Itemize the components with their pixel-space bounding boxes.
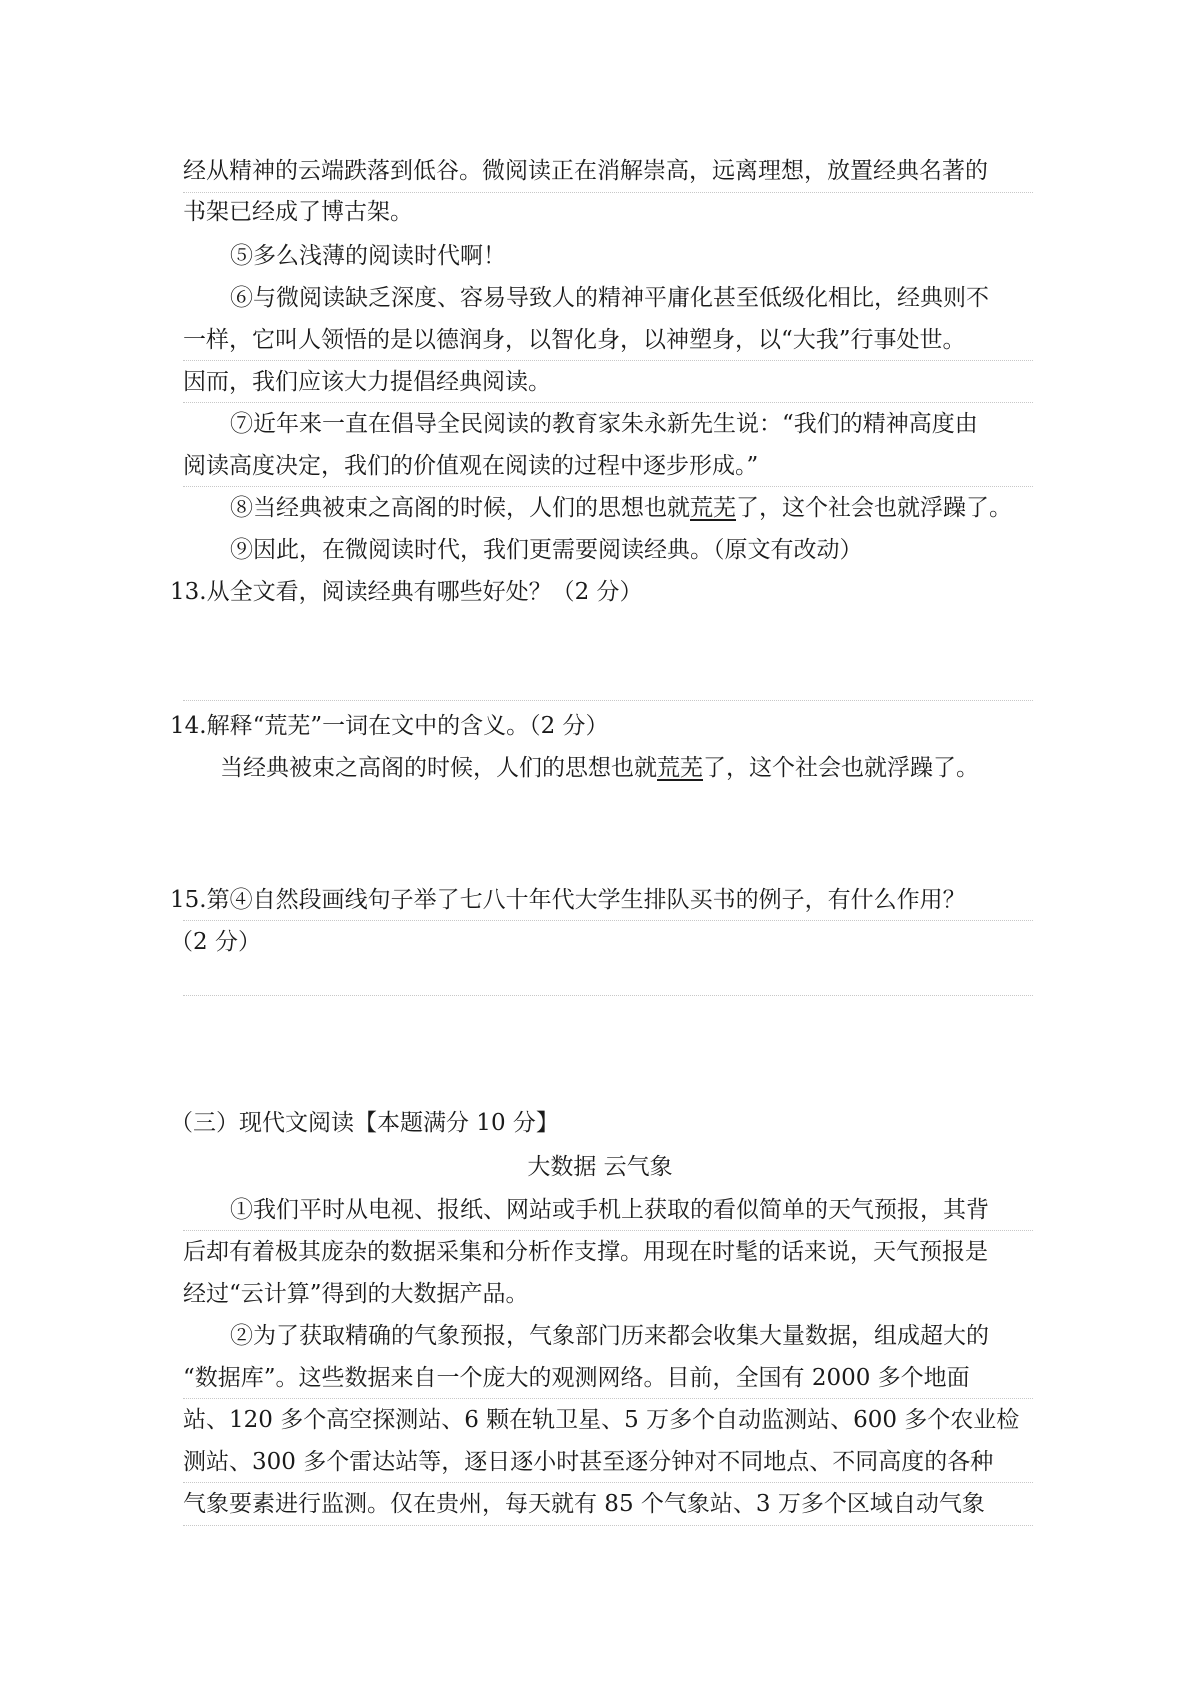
passage-line: ⑤多么浅薄的阅读时代啊！ [230,243,506,269]
passage-line-with-keyword [230,488,1033,528]
question-15: 15.第④自然段画线句子举了七八十年代大学生排队买书的例子，有什么作用？ [170,887,966,913]
passage-line: 一样，它叫人领悟的是以德润身，以智化身，以神塑身，以“大我”行事处世。 [183,327,966,353]
dotted-rule [183,1398,1033,1399]
article-line: 后却有着极其庞杂的数据采集和分析作支撑。用现在时髦的话来说，天气预报是 [183,1239,988,1265]
text-before-keyword: ⑧当经典被束之高阁的时候，人们的思想也就 [230,495,690,521]
article-line: 站、120 多个高空探测站、6 颗在轨卫星、5 万多个自动监测站、600 多个农业检 [183,1407,1020,1433]
passage-line: 书架已经成了博古架。 [183,199,413,225]
answer-line [183,995,1033,996]
passage-line: ⑦近年来一直在倡导全民阅读的教育家朱永新先生说：“我们的精神高度由 [230,411,978,437]
article-line: 经过“云计算”得到的大数据产品。 [183,1281,529,1307]
quote-before-keyword: 当经典被束之高阁的时候，人们的思想也就 [220,755,657,781]
passage-line: 因而，我们应该大力提倡经典阅读。 [183,369,551,395]
passage-line: 经从精神的云端跌落到低谷。微阅读正在消解崇高，远离理想，放置经典名著的 [183,158,988,184]
article-line: “数据库”。这些数据来自一个庞大的观测网络。目前，全国有 2000 多个地面 [183,1365,970,1391]
passage-line: ⑨因此，在微阅读时代，我们更需要阅读经典。（原文有改动） [230,537,863,563]
question-13: 13.从全文看，阅读经典有哪些好处？（2 分） [170,579,643,605]
article-line: 测站、300 多个雷达站等，逐日逐小时甚至逐分钟对不同地点、不同高度的各种 [183,1449,994,1475]
section-header: （三）现代文阅读【本题满分 10 分】 [170,1110,559,1136]
underlined-keyword: 荒芜 [690,495,736,521]
dotted-rule [183,1482,1033,1483]
dotted-rule [183,1230,1033,1231]
dotted-rule [183,486,1033,487]
article-line: 气象要素进行监测。仅在贵州，每天就有 85 个气象站、3 万多个区域自动气象 [183,1491,985,1517]
article-title: 大数据 云气象 [527,1154,673,1180]
article-line: ②为了获取精确的气象预报，气象部门历来都会收集大量数据，组成超大的 [230,1323,989,1349]
dotted-rule [183,402,1033,403]
question-15-score: （2 分） [170,929,261,955]
dotted-rule [183,920,1033,921]
dotted-rule [183,1525,1033,1526]
dotted-rule [183,360,1033,361]
question-14: 14.解释“荒芜”一词在文中的含义。（2 分） [170,713,609,739]
article-line: ①我们平时从电视、报纸、网站或手机上获取的看似简单的天气预报，其背 [230,1197,989,1223]
quote-after-keyword: 了，这个社会也就浮躁了。 [703,755,979,781]
question-14-quote [220,748,1033,788]
passage-line: 阅读高度决定，我们的价值观在阅读的过程中逐步形成。” [183,453,759,479]
answer-line [183,700,1033,701]
text-after-keyword: 了，这个社会也就浮躁了。 [736,495,1012,521]
quote-underlined-keyword: 荒芜 [657,755,703,781]
passage-line: ⑥与微阅读缺乏深度、容易导致人的精神平庸化甚至低级化相比，经典则不 [230,285,989,311]
